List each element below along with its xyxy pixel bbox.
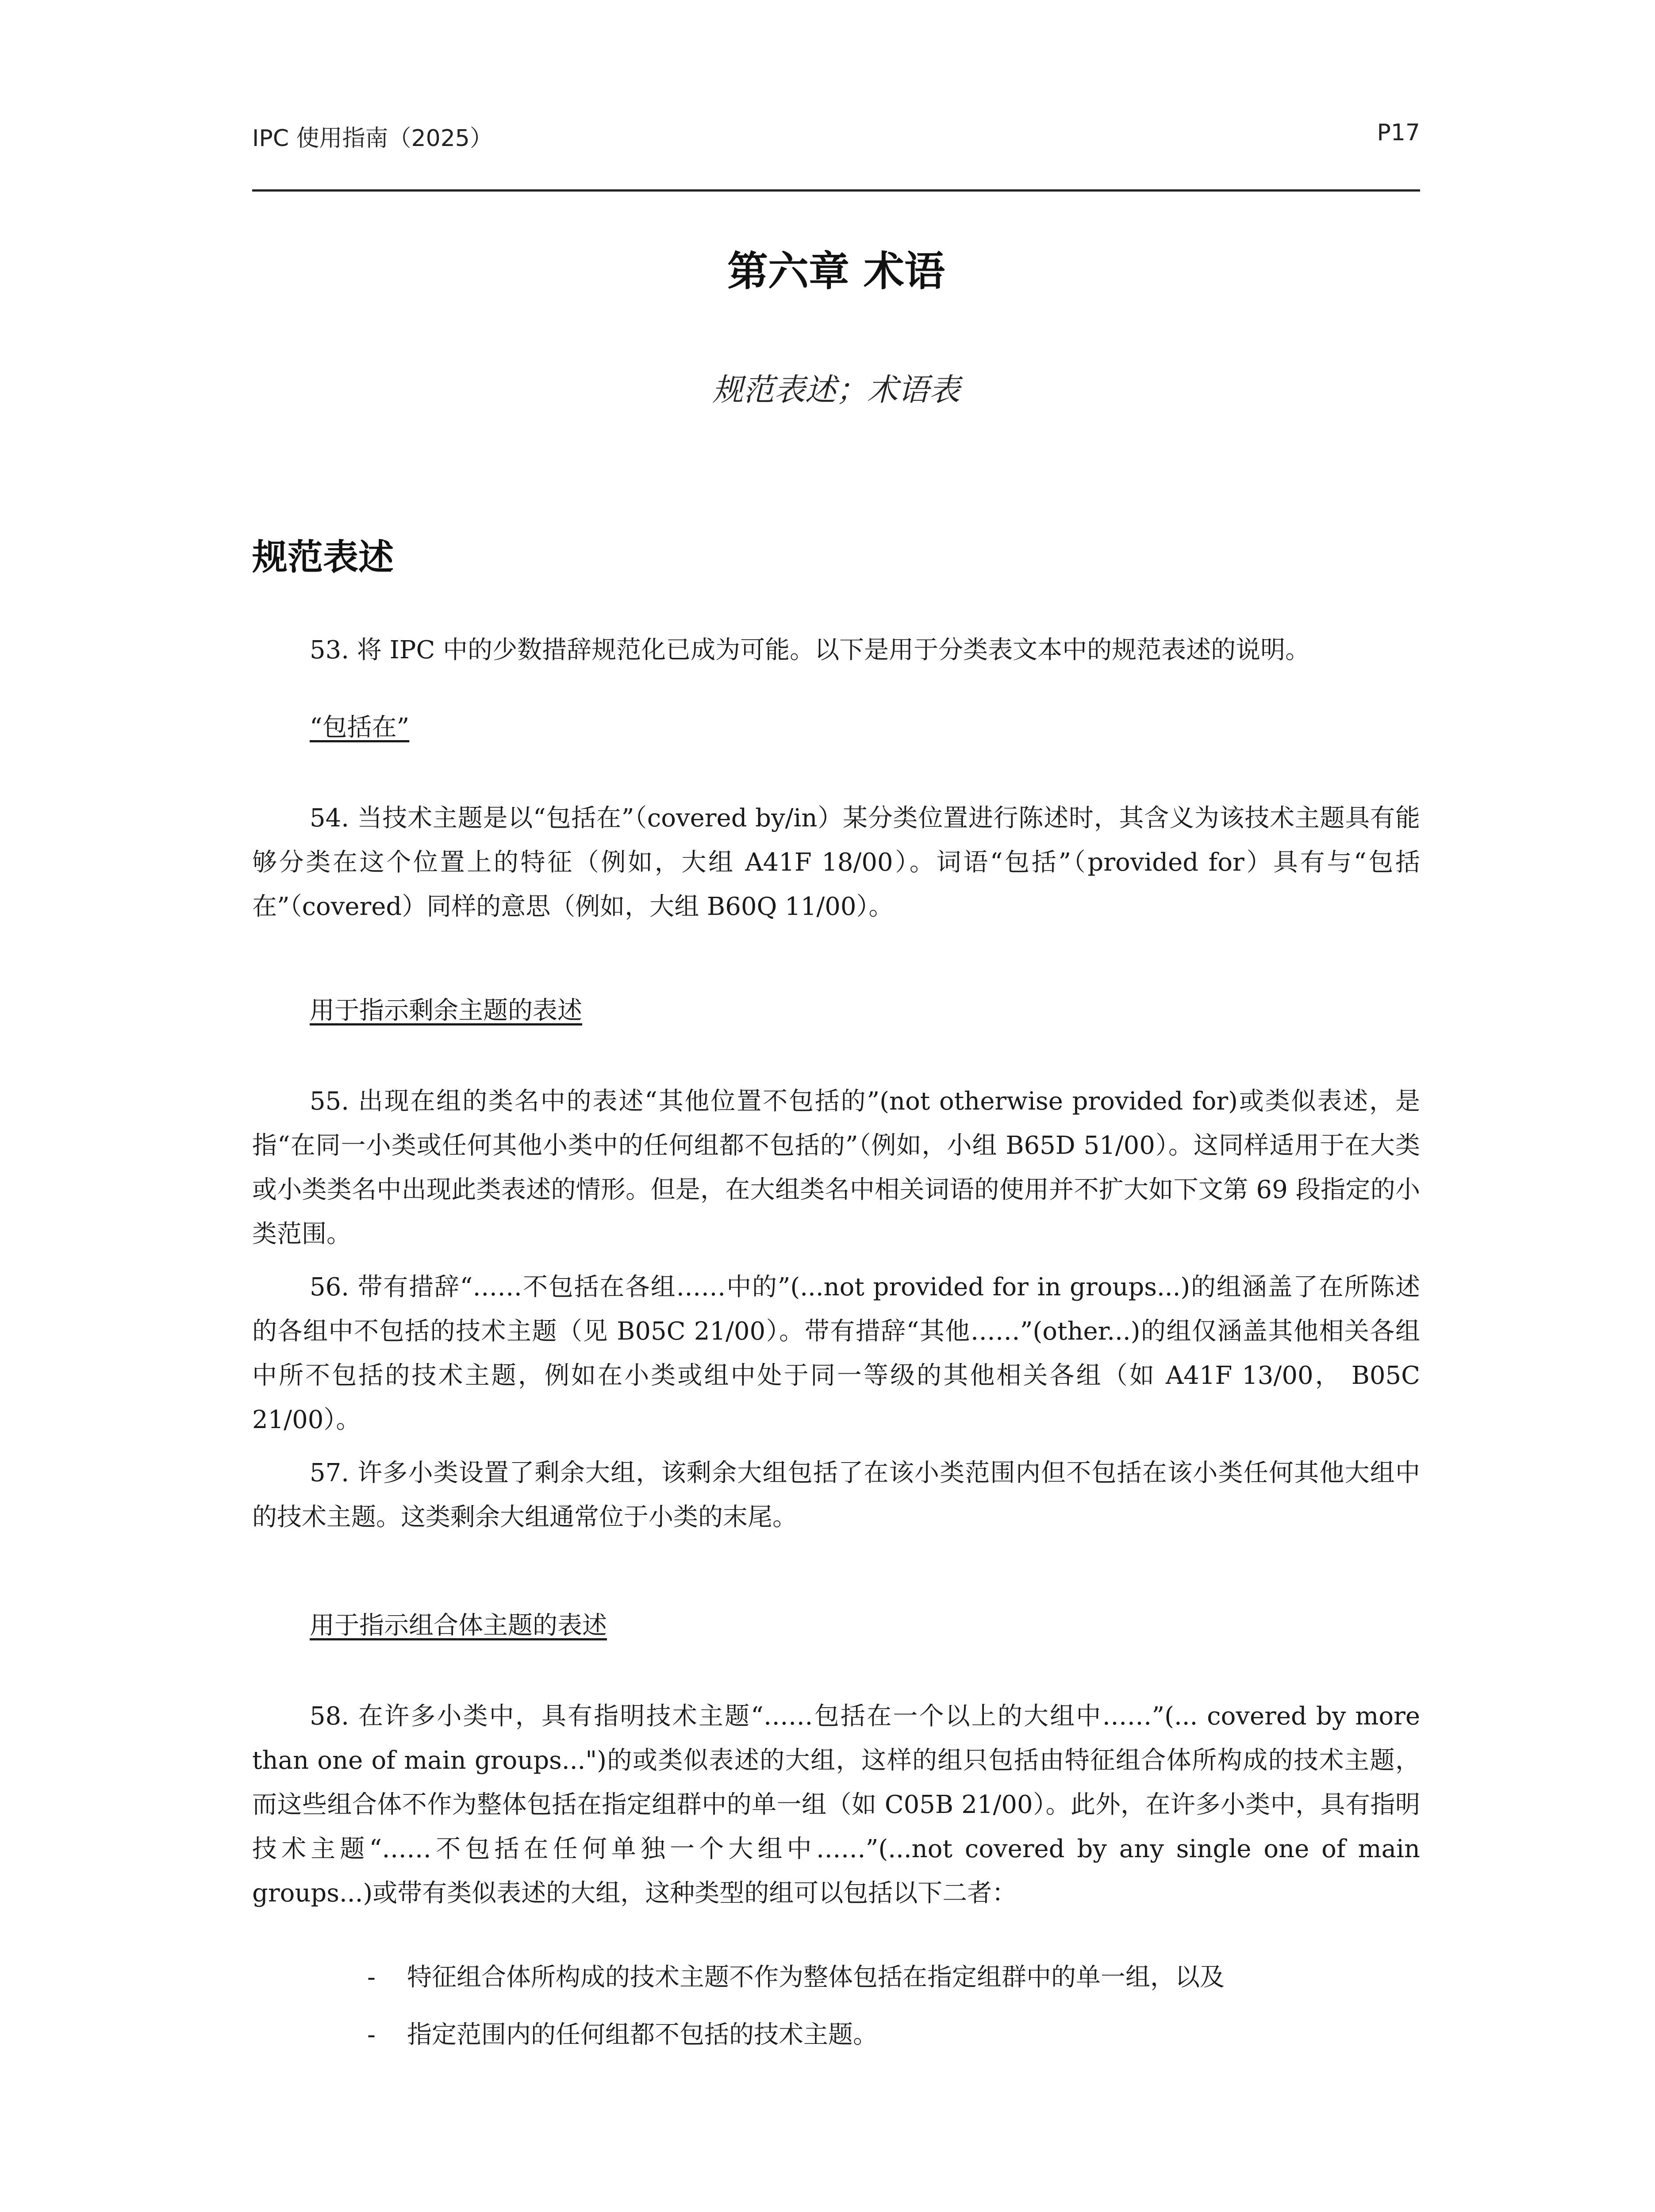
paragraph-58-block: [252, 1694, 1420, 1916]
list-item-text: 指定范围内的任何组都不包括的技术主题。: [407, 2020, 878, 2049]
subhead-covered: “包括在”: [310, 713, 410, 742]
paragraphs-55-57-block: [252, 1079, 1420, 1540]
subhead-residual: 用于指示剩余主题的表述: [310, 996, 582, 1025]
paragraph-53: 53. 将 IPC 中的少数措辞规范化已成为可能。以下是用于分类表文本中的规范表述的说明。: [310, 636, 1310, 664]
list-item: [367, 2013, 1420, 2057]
section-heading: 规范表述: [252, 537, 394, 578]
dash-bullet: -: [367, 2020, 376, 2049]
paragraph-54: 54. 当技术主题是以“包括在”（covered by/in）某分类位置进行陈述时，其含义为该技术主题具有能够分类在这个位置上的特征（例如，大组 A41F 18/00）。词语“包括”（provided for）具有与“包括在”（covered）同样的意思（例如，大组 B60Q 11/00）。: [252, 804, 1420, 921]
subhead-combination: 用于指示组合体主题的表述: [310, 1611, 607, 1640]
chapter-title: 第六章 术语: [727, 248, 945, 295]
page-header: [252, 119, 1420, 155]
dash-bullet: -: [367, 1963, 376, 1992]
list-item-text: 特征组合体所构成的技术主题不作为整体包括在指定组群中的单一组，以及: [407, 1963, 1225, 1992]
chapter-subtitle: 规范表述；术语表: [712, 372, 960, 408]
paragraph-58: 58. 在许多小类中，具有指明技术主题“……包括在一个以上的大组中……”(... covered by more than one of main groups...")的或类似表述的大组，这样的组只包括由特征组合体所构成的技术主题，而这些组合体不作为整体包括在指定组群中的单一组（如 C05B 21/00）。此外，在许多小类中，具有指明技术主题“……不包括在任何单独一个大组中……”(...not covered by any single one of main groups...)或带有类似表述的大组，这种类型的组可以包括以下二者：: [252, 1702, 1420, 1908]
dash-list: [367, 1955, 1420, 2070]
paragraph-55: 55. 出现在组的类名中的表述“其他位置不包括的”(not otherwise provided for)或类似表述，是指“在同一小类或任何其他小类中的任何组都不包括的”（例如，小组 B65D 51/00）。这同样适用于在大类或小类类名中出现此类表述的情形。但是，在大组类名中相关词语的使用并不扩大如下文第 69 段指定的小类范围。: [252, 1087, 1420, 1248]
list-item: [367, 1955, 1420, 2000]
header-divider: [252, 189, 1420, 192]
paragraph-56: 56. 带有措辞“……不包括在各组……中的”(...not provided for in groups...)的组涵盖了在所陈述的各组中不包括的技术主题（见 B05C 21/00）。带有措辞“其他……”(other...)的组仅涵盖其他相关各组中所不包括的技术主题，例如在小类或组中处于同一等级的其他相关各组（如 A41F 13/00， B05C 21/00）。: [252, 1273, 1420, 1434]
page-number: P17: [1377, 119, 1420, 146]
paragraph-54-block: [252, 796, 1420, 929]
paragraph-53-block: [252, 628, 1420, 672]
header-title: IPC 使用指南（2025）: [252, 125, 493, 152]
paragraph-57: 57. 许多小类设置了剩余大组，该剩余大组包括了在该小类范围内但不包括在该小类任何其他大组中的技术主题。这类剩余大组通常位于小类的末尾。: [252, 1459, 1420, 1532]
